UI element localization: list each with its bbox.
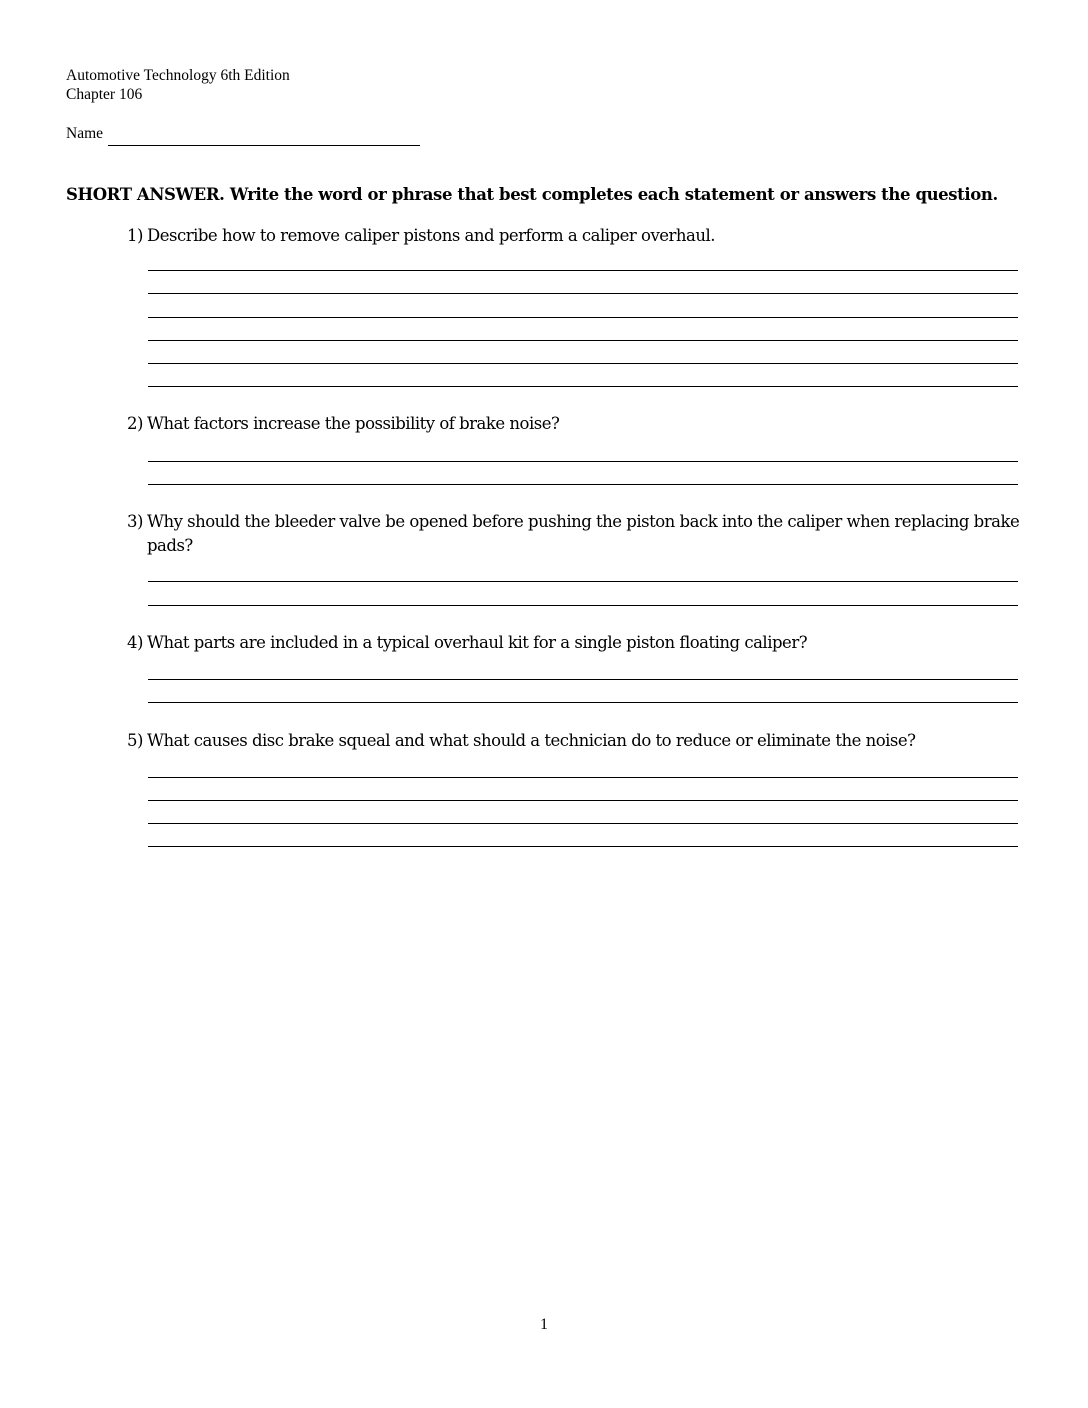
question-2 [127,412,1027,436]
question-number: 2) [127,414,143,433]
name-label: Name [66,125,104,142]
answer-line[interactable] [148,363,1018,364]
answer-line[interactable] [148,800,1018,801]
question-text: Why should the bleeder valve be opened before pushing the piston back into the caliper when replacing brake pads? [147,512,1020,555]
question-number: 1) [127,226,143,245]
answer-line[interactable] [148,702,1018,703]
question-4 [127,631,1027,655]
answer-line[interactable] [148,386,1018,387]
answer-line[interactable] [148,777,1018,778]
answer-line[interactable] [148,317,1018,318]
question-text: Describe how to remove caliper pistons and perform a caliper overhaul. [147,226,716,245]
question-number: 5) [127,731,143,750]
answer-line[interactable] [148,484,1018,485]
answer-line[interactable] [148,270,1018,271]
question-number: 3) [127,512,143,531]
page-number: 1 [540,1316,548,1333]
question-1 [127,224,1027,248]
question-text: What parts are included in a typical overhaul kit for a single piston floating caliper? [147,633,808,652]
chapter-label: Chapter 106 [66,86,143,103]
question-text: What causes disc brake squeal and what should a technician do to reduce or eliminate the noise? [147,731,916,750]
answer-line[interactable] [148,581,1018,582]
answer-line[interactable] [148,293,1018,294]
answer-line[interactable] [148,605,1018,606]
answer-line[interactable] [148,846,1018,847]
name-field-line[interactable] [108,145,420,146]
answer-line[interactable] [148,340,1018,341]
section-instructions: SHORT ANSWER. Write the word or phrase that best completes each statement or answers the question. [66,185,998,204]
answer-line[interactable] [148,823,1018,824]
question-number: 4) [127,633,143,652]
question-3 [127,510,1027,558]
answer-line[interactable] [148,461,1018,462]
question-5 [127,729,1027,753]
answer-line[interactable] [148,679,1018,680]
question-text: What factors increase the possibility of brake noise? [147,414,560,433]
document-title: Automotive Technology 6th Edition [66,67,290,84]
